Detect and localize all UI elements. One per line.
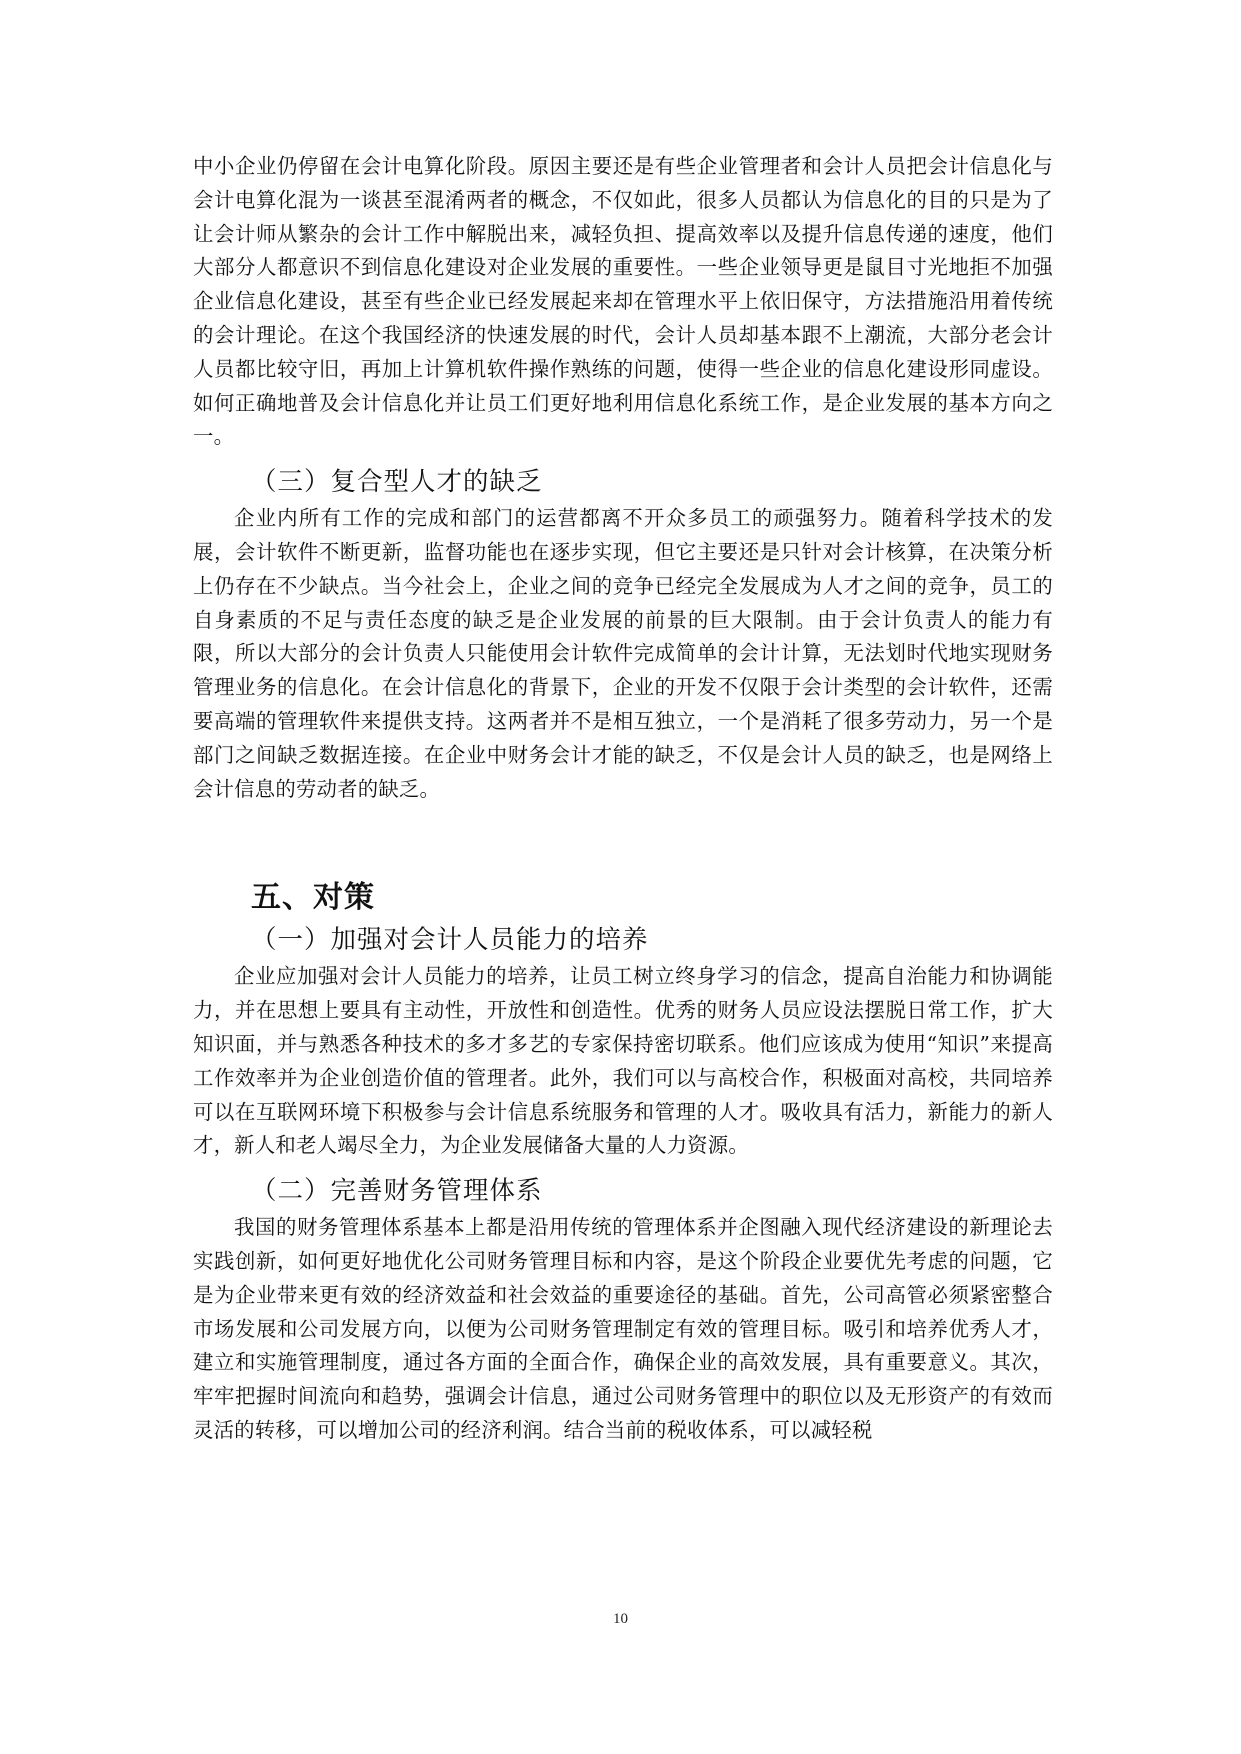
paragraph-training: 企业应加强对会计人员能力的培养，让员工树立终身学习的信念，提高自治能力和协调能力，并在思想上要具有主动性，开放性和创造性。优秀的财务人员应设法摆脱日常工作，扩大知识面，并与熟悉各种技术的多才多艺的专家保持密切联系。他们应该成为使用“知识”来提高工作效率并为企业创造价值的管理者。此外，我们可以与高校合作，积极面对高校，共同培养可以在互联网环境下积极参与会计信息系统服务和管理的人才。吸收具有活力，新能力的新人才，新人和老人竭尽全力，为企业发展储备大量的人力资源。 [193, 964, 1053, 1158]
document-body [193, 150, 1053, 1448]
heading-countermeasures: 五、对策 [251, 880, 375, 916]
heading-talent-shortage: （三）复合型人才的缺乏 [251, 467, 543, 498]
paragraph-financial-system: 我国的财务管理体系基本上都是沿用传统的管理体系并企图融入现代经济建设的新理论去实践创新，如何更好地优化公司财务管理目标和内容，是这个阶段企业要优先考虑的问题，它是为企业带来更有效的经济效益和社会效益的重要途径的基础。首先，公司高管必须紧密整合市场发展和公司发展方向，以便为公司财务管理制定有效的管理目标。吸引和培养优秀人才，建立和实施管理制度，通过各方面的全面合作，确保企业的高效发展，具有重要意义。其次，牢牢把握时间流向和趋势，强调会计信息，通过公司财务管理中的职位以及无形资产的有效而灵活的转移，可以增加公司的经济利润。结合当前的税收体系，可以减轻税 [193, 1215, 1053, 1442]
paragraph-continued: 中小企业仍停留在会计电算化阶段。原因主要还是有些企业管理者和会计人员把会计信息化与会计电算化混为一谈甚至混淆两者的概念，不仅如此，很多人员都认为信息化的目的只是为了让会计师从繁杂的会计工作中解脱出来，减轻负担、提高效率以及提升信息传递的速度，他们大部分人都意识不到信息化建设对企业发展的重要性。一些企业领导更是鼠目寸光地拒不加强企业信息化建设，甚至有些企业已经发展起来却在管理水平上依旧保守，方法措施沿用着传统的会计理论。在这个我国经济的快速发展的时代，会计人员却基本跟不上潮流，大部分老会计人员都比较守旧，再加上计算机软件操作熟练的问题，使得一些企业的信息化建设形同虚设。如何正确地普及会计信息化并让员工们更好地利用信息化系统工作，是企业发展的基本方向之一。 [193, 154, 1053, 449]
paragraph-talent-shortage: 企业内所有工作的完成和部门的运营都离不开众多员工的顽强努力。随着科学技术的发展，会计软件不断更新，监督功能也在逐步实现，但它主要还是只针对会计核算，在决策分析上仍存在不少缺点。当今社会上，企业之间的竞争已经完全发展成为人才之间的竞争，员工的自身素质的不足与责任态度的缺乏是企业发展的前景的巨大限制。由于会计负责人的能力有限，所以大部分的会计负责人只能使用会计软件完成简单的会计计算，无法划时代地实现财务管理业务的信息化。在会计信息化的背景下，企业的开发不仅限于会计类型的会计软件，还需要高端的管理软件来提供支持。这两者并不是相互独立，一个是消耗了很多劳动力，另一个是部门之间缺乏数据连接。在企业中财务会计才能的缺乏，不仅是会计人员的缺乏，也是网络上会计信息的劳动者的缺乏。 [193, 506, 1053, 801]
heading-financial-system: （二）完善财务管理体系 [251, 1176, 543, 1207]
page-number: 10 [613, 1611, 628, 1627]
heading-training: （一）加强对会计人员能力的培养 [251, 925, 649, 956]
